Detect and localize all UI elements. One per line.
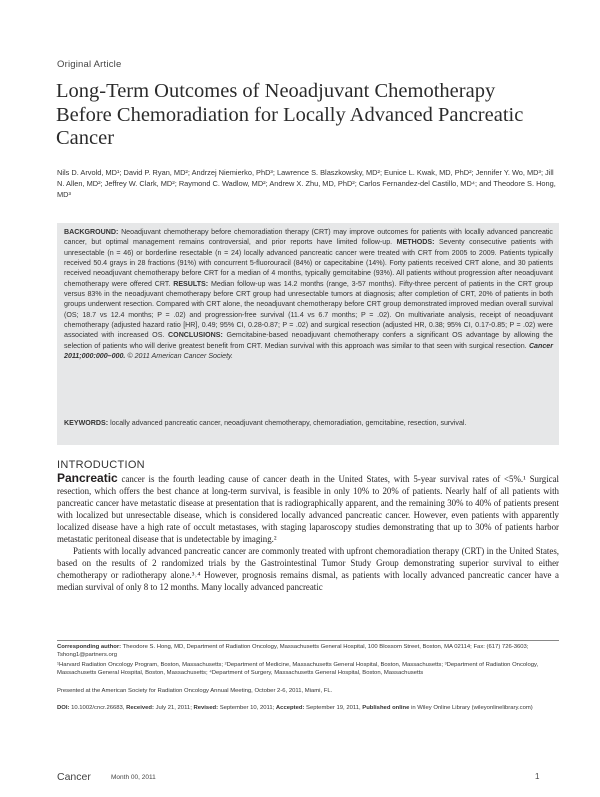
- article-title: Long-Term Outcomes of Neoadjuvant Chemotherapy Before Chemoradiation for Locally Advanced Pancreatic Cancer: [56, 80, 524, 149]
- article-type-label: Original Article: [57, 59, 122, 70]
- lead-word: Pancreatic: [57, 471, 118, 485]
- affiliations-note: ¹Harvard Radiation Oncology Program, Boston, Massachusetts; ²Department of Medicine, Massachusetts General Hospital, Boston, Massachusetts; ³Department of Radiation Oncology, Massachusetts General Hospital, Boston, Massachusetts; ⁴Department of Surgery, Massachusetts General Hospital, Boston, Massachusetts: [57, 662, 539, 677]
- intro-paragraph-2: Patients with locally advanced pancreatic cancer are commonly treated with upfront chemoradiation therapy (CRT) in the United States, based on the results of 2 randomized trials by the Gastrointestinal Tumor Study Group demonstrating superior survival to either chemotherapy or radiotherapy alone.³˒⁴ However, prognosis remains dismal, as patients with locally advanced pancreatic cancer have a median survival of only 8 to 12 months. Many locally advanced pancreatic: [57, 546, 559, 593]
- publication-history-note: [57, 704, 559, 712]
- accepted-value: September 19, 2011,: [306, 705, 361, 711]
- received-value: July 21, 2011;: [155, 705, 192, 711]
- keywords-label: KEYWORDS:: [64, 419, 109, 427]
- methods-label: METHODS:: [396, 238, 435, 247]
- background-text: Neoadjuvant chemotherapy before chemoradiation therapy (CRT) may improve outcomes for patients with locally advanced pancreatic cancer, but optimal management remains controversial, and prior reports have limited follow-up.: [64, 228, 553, 247]
- published-value: in Wiley Online Library (wileyonlinelibrary.com): [411, 705, 533, 711]
- author-list: Nils D. Arvold, MD¹; David P. Ryan, MD²; Andrzej Niemierko, PhD³; Lawrence S. Blaszkowsky, MD²; Eunice L. Kwak, MD, PhD²; Jennifer Y. Wo, MD³; Jill N. Allen, MD²; Jeffrey W. Clark, MD²; Raymond C. Wadlow, MD²; Andrew X. Zhu, MD, PhD²; Carlos Fernandez-del Castillo, MD⁴; and Theodore S. Hong, MD³: [57, 168, 556, 200]
- received-label: Received:: [126, 705, 154, 711]
- intro-paragraph-1-text: cancer is the fourth leading cause of cancer death in the United States, with 5-year survival rates of <5%.¹ Surgical resection, which offers the best chance at long-term survival, is feasible in only 10% to 20% of patients. Nearly half of all patients with pancreatic cancer have metastatic disease at presentation that is radiographically apparent, and the remaining 30% to 40% of patients present with localized but unresectable disease, which is considered locally advanced pancreatic cancer. However, even patients with apparently localized disease have a high rate of occult metastases, with staging laparoscopy studies demonstrating that up to 30% of patients harbor metastatic peritoneal disease that is undetectable by imaging.²: [57, 474, 560, 545]
- page-number: 1: [535, 772, 540, 781]
- background-label: BACKGROUND:: [64, 228, 119, 236]
- citation: Cancer 2011;000:000–000.: [64, 341, 553, 361]
- conclusions-text: Gemcitabine-based neoadjuvant chemotherapy confers a significant OS advantage by allowing the selection of patients who will derive greatest benefit from CRT. Median survival with this approach was similar to that seen with surgical resection.: [64, 331, 554, 350]
- journal-name: Cancer: [57, 771, 91, 783]
- intro-paragraph-1: [57, 472, 559, 545]
- keywords-text: locally advanced pancreatic cancer, neoadjuvant chemotherapy, chemoradiation, gemcitabine, resection, survival.: [110, 419, 467, 427]
- doi-value: 10.1002/cncr.26683,: [71, 705, 125, 711]
- conclusions-label: CONCLUSIONS:: [168, 331, 223, 340]
- accepted-label: Accepted:: [275, 705, 305, 711]
- revised-value: September 10, 2011;: [219, 705, 275, 711]
- introduction-body: [57, 472, 559, 593]
- abstract-text: [64, 227, 553, 361]
- copyright: © 2011 American Cancer Society.: [127, 352, 234, 361]
- corresponding-author-note: [57, 643, 559, 660]
- corresponding-label: Corresponding author:: [57, 644, 122, 650]
- published-label: Published online: [362, 705, 410, 711]
- introduction-heading: INTRODUCTION: [57, 459, 145, 471]
- results-label: RESULTS:: [173, 279, 209, 288]
- doi-label: DOI:: [57, 705, 70, 711]
- methods-text: Seventy consecutive patients with unresectable (n = 46) or borderline resectable (n = 24) locally advanced pancreatic cancer were treated with CRT from 2005 to 2009. Patients typically received 50.4 grays in 28 fractions (91%) with concurrent 5-fluorouracil (84%) or capecitabine (14%). Forty patients received CRT alone, and 30 patients received neoadjuvant chemotherapy before CRT for a median of 4 months, typically gemcitabine (93%). All patients without progression after neoadjuvant chemotherapy were offered CRT.: [64, 238, 553, 288]
- corresponding-text: Theodore S. Hong, MD, Department of Radiation Oncology, Massachusetts General Hospital, 100 Blossom Street, Boston, MA 02114; Fax: (617) 726-3603; Tshong1@partners.org: [57, 644, 529, 659]
- results-text: Median follow-up was 14.2 months (range, 3-57 months). Fifty-three percent of patients in the CRT group versus 83% in the neoadjuvant chemotherapy before CRT group had unresectable tumors at diagnosis; after completion of CRT, 20% of patients in both groups underwent resection. Compared with CRT alone, the neoadjuvant chemotherapy before CRT group demonstrated improved median overall survival (OS; 18.7 vs 12.4 months; P = .02) and progression-free survival (11.4 vs 6.7 months; P = .02). On multivariate analysis, receipt of neoadjuvant chemotherapy (adjusted hazard ratio [HR], 0.49; 95% CI, 0.28-0.87; P = .02) and surgical resection (adjusted HR, 0.38; 95% CI, 0.17-0.85; P = .02) were associated with increased OS.: [64, 279, 553, 340]
- footnote-divider: [57, 640, 559, 641]
- issue-date: Month 00, 2011: [111, 774, 156, 781]
- presented-note: Presented at the American Society for Radiation Oncology Annual Meeting, October 2-6, 2011, Miami, FL.: [57, 688, 333, 694]
- revised-label: Revised:: [193, 705, 219, 711]
- keywords: [64, 418, 553, 428]
